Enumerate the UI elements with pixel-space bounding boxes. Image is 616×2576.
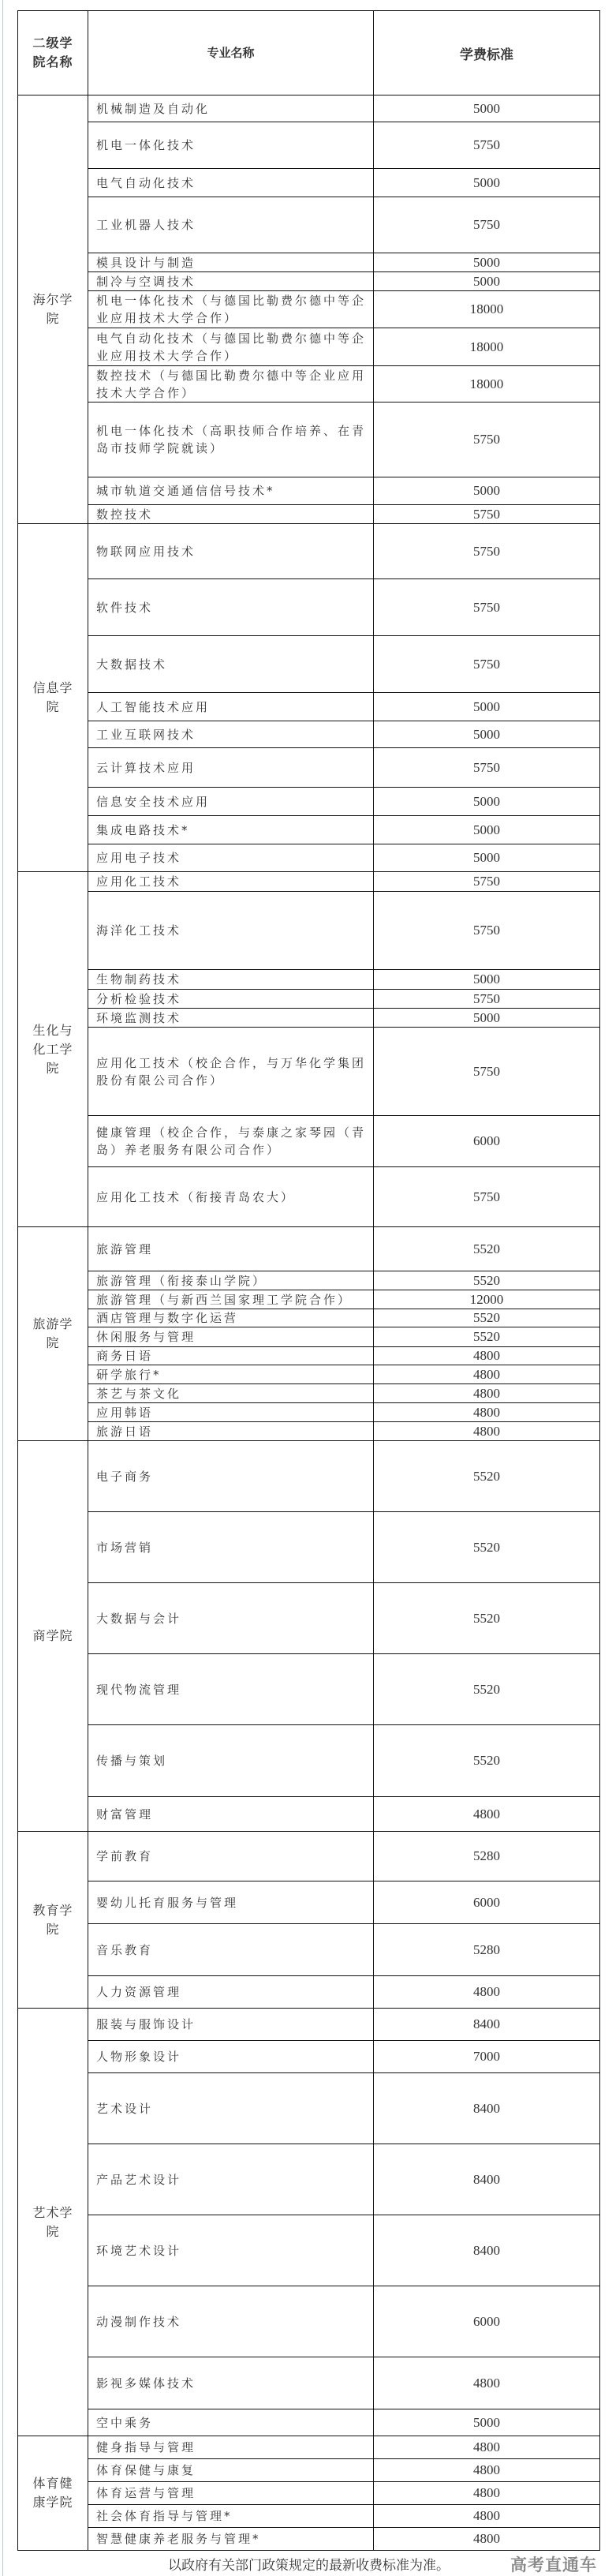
college-cell (18, 1832, 88, 2009)
table-row (18, 1347, 600, 1365)
table-row (18, 253, 600, 272)
tuition-table (17, 10, 600, 2551)
tuition-fee: 4800 (374, 1403, 600, 1422)
table-row (18, 272, 600, 291)
tuition-fee: 5520 (374, 1327, 600, 1347)
tuition-fee: 5520 (374, 1227, 600, 1271)
table-row (18, 721, 600, 748)
major-name: 海洋化工技术 (88, 892, 374, 970)
header-college (18, 11, 88, 95)
tuition-fee: 5520 (374, 1441, 600, 1512)
tuition-fee: 4800 (374, 1347, 600, 1365)
footer-note: 以政府有关部门政策规定的最新收费标准为准。 (168, 2558, 450, 2573)
tuition-fee: 5520 (374, 1309, 600, 1327)
tuition-fee: 7000 (374, 2041, 600, 2073)
table-row (18, 2505, 600, 2528)
major-name: 环境艺术设计 (88, 2215, 374, 2286)
table-row (18, 505, 600, 524)
major-name: 体育保健与康复 (88, 2459, 374, 2482)
major-name: 应用化工技术 (88, 872, 374, 892)
college-name: 艺术学院 (32, 2204, 73, 2239)
major-name: 休闲服务与管理 (88, 1327, 374, 1347)
header-fee: 学费标准 (374, 11, 600, 95)
table-row (18, 1583, 600, 1654)
table-row (18, 169, 600, 197)
major-name: 传播与策划 (88, 1725, 374, 1797)
tuition-fee: 5000 (374, 816, 600, 844)
tuition-fee: 5520 (374, 1654, 600, 1725)
tuition-fee: 5000 (374, 693, 600, 721)
table-row (18, 970, 600, 990)
header-major: 专业名称 (88, 11, 374, 95)
tuition-fee: 5280 (374, 1832, 600, 1881)
major-name: 旅游管理 (88, 1227, 374, 1271)
table-row (18, 1654, 600, 1725)
table-row (18, 1422, 600, 1441)
table-row (18, 788, 600, 816)
major-name: 婴幼儿托育服务与管理 (88, 1881, 374, 1924)
table-row (18, 2459, 600, 2482)
table-row (18, 2528, 600, 2551)
table-row (18, 1290, 600, 1309)
college-name: 教育学院 (32, 1902, 73, 1937)
major-name: 大数据与会计 (88, 1583, 374, 1654)
table-row (18, 1725, 600, 1797)
major-name: 制冷与空调技术 (88, 272, 374, 291)
tuition-fee: 5750 (374, 579, 600, 636)
major-name: 机械制造及自动化 (88, 95, 374, 122)
major-name: 智慧健康养老服务与管理* (88, 2528, 374, 2551)
major-name: 市场营销 (88, 1512, 374, 1583)
tuition-fee: 5520 (374, 1583, 600, 1654)
major-name: 社会体育指导与管理* (88, 2505, 374, 2528)
table-row (18, 1924, 600, 1976)
tuition-fee: 5000 (374, 272, 600, 291)
tuition-fee: 5000 (374, 788, 600, 816)
major-name: 集成电路技术* (88, 816, 374, 844)
table-row (18, 2041, 600, 2073)
major-name: 电气自动化技术 (88, 169, 374, 197)
table-row (18, 748, 600, 788)
major-name: 城市轨道交通通信信号技术* (88, 477, 374, 505)
major-name: 应用化工技术（衔接青岛农大） (88, 1167, 374, 1227)
table-row (18, 892, 600, 970)
college-name: 生化与化工学院 (32, 1022, 73, 1076)
tuition-fee: 5750 (374, 505, 600, 524)
tuition-fee: 8400 (374, 2215, 600, 2286)
major-name: 产品艺术设计 (88, 2144, 374, 2215)
table-row (18, 1797, 600, 1832)
major-name: 财富管理 (88, 1797, 374, 1832)
major-name: 分析检验技术 (88, 990, 374, 1009)
table-row (18, 197, 600, 253)
tuition-fee: 5750 (374, 122, 600, 169)
college-cell (18, 872, 88, 1227)
major-name: 环境监测技术 (88, 1009, 374, 1028)
tuition-fee: 5750 (374, 524, 600, 579)
major-name: 商务日语 (88, 1347, 374, 1365)
table-row (18, 2144, 600, 2215)
major-name: 机电一体化技术（高职技师合作培养、在青岛市技师学院就读） (88, 402, 374, 477)
tuition-fee: 5520 (374, 1512, 600, 1583)
table-row (18, 1116, 600, 1167)
tuition-fee: 5750 (374, 402, 600, 477)
tuition-fee: 5000 (374, 721, 600, 748)
tuition-fee: 4800 (374, 2505, 600, 2528)
major-name: 模具设计与制造 (88, 253, 374, 272)
tuition-fee: 5000 (374, 169, 600, 197)
table-row (18, 95, 600, 122)
major-name: 数控技术（与德国比勒费尔德中等企业应用技术大学合作） (88, 366, 374, 402)
table-header-row (18, 11, 600, 95)
college-cell (18, 2009, 88, 2436)
table-row (18, 2215, 600, 2286)
tuition-fee: 5750 (374, 1167, 600, 1227)
tuition-fee: 4800 (374, 2436, 600, 2459)
table-row (18, 2482, 600, 2505)
major-name: 人工智能技术应用 (88, 693, 374, 721)
tuition-fee: 4800 (374, 1384, 600, 1403)
table-row (18, 693, 600, 721)
college-cell (18, 1227, 88, 1441)
table-row (18, 1881, 600, 1924)
college-name: 海尔学院 (32, 292, 73, 326)
table-row (18, 1976, 600, 2009)
table-row (18, 1009, 600, 1028)
table-row (18, 2436, 600, 2459)
table-row (18, 636, 600, 693)
footer-line (17, 2552, 600, 2576)
major-name: 电气自动化技术（与德国比勒费尔德中等企业应用技术大学合作） (88, 328, 374, 366)
major-name: 体育运营与管理 (88, 2482, 374, 2505)
major-name: 茶艺与茶文化 (88, 1384, 374, 1403)
tuition-fee: 4800 (374, 1797, 600, 1832)
major-name: 学前教育 (88, 1832, 374, 1881)
table-row (18, 1832, 600, 1881)
tuition-fee: 4800 (374, 2357, 600, 2409)
tuition-fee: 5000 (374, 477, 600, 505)
major-name: 旅游日语 (88, 1422, 374, 1441)
major-name: 旅游管理（衔接泰山学院） (88, 1271, 374, 1290)
major-name: 艺术设计 (88, 2073, 374, 2144)
table-row (18, 328, 600, 366)
major-name: 应用韩语 (88, 1403, 374, 1422)
tuition-fee: 5750 (374, 892, 600, 970)
tuition-fee: 4800 (374, 1976, 600, 2009)
tuition-fee: 5000 (374, 2409, 600, 2436)
table-row (18, 1028, 600, 1116)
table-row (18, 1327, 600, 1347)
table-row (18, 1512, 600, 1583)
major-name: 机电一体化技术（与德国比勒费尔德中等企业应用技术大学合作） (88, 291, 374, 328)
tuition-fee: 5000 (374, 970, 600, 990)
tuition-fee: 4800 (374, 2482, 600, 2505)
table-row (18, 2286, 600, 2357)
table-body (18, 95, 600, 2551)
tuition-fee: 5750 (374, 197, 600, 253)
tuition-fee: 18000 (374, 291, 600, 328)
tuition-fee: 5280 (374, 1924, 600, 1976)
tuition-fee: 5000 (374, 95, 600, 122)
table-row (18, 872, 600, 892)
major-name: 音乐教育 (88, 1924, 374, 1976)
major-name: 服装与服饰设计 (88, 2009, 374, 2041)
watermark: 高考直通车 (510, 2555, 597, 2574)
tuition-fee: 5000 (374, 844, 600, 872)
college-name: 体育健康学院 (32, 2476, 73, 2510)
college-cell (18, 95, 88, 524)
table-row (18, 2357, 600, 2409)
major-name: 工业互联网技术 (88, 721, 374, 748)
table-row (18, 2009, 600, 2041)
college-name: 信息学院 (32, 680, 73, 714)
major-name: 现代物流管理 (88, 1654, 374, 1725)
major-name: 软件技术 (88, 579, 374, 636)
tuition-fee: 8400 (374, 2144, 600, 2215)
tuition-fee: 5750 (374, 1028, 600, 1116)
table-row (18, 1167, 600, 1227)
table-row (18, 402, 600, 477)
table-row (18, 1403, 600, 1422)
major-name: 信息安全技术应用 (88, 788, 374, 816)
table-row (18, 366, 600, 402)
college-cell (18, 2436, 88, 2551)
college-cell (18, 1441, 88, 1832)
major-name: 大数据技术 (88, 636, 374, 693)
tuition-fee: 6000 (374, 2286, 600, 2357)
major-name: 研学旅行* (88, 1365, 374, 1384)
table-row (18, 2073, 600, 2144)
major-name: 动漫制作技术 (88, 2286, 374, 2357)
major-name: 电子商务 (88, 1441, 374, 1512)
tuition-fee: 8400 (374, 2009, 600, 2041)
tuition-fee: 8400 (374, 2073, 600, 2144)
tuition-fee: 5520 (374, 1725, 600, 1797)
table-row (18, 1384, 600, 1403)
major-name: 物联网应用技术 (88, 524, 374, 579)
tuition-fee: 4800 (374, 1422, 600, 1441)
major-name: 应用电子技术 (88, 844, 374, 872)
tuition-fee: 5000 (374, 1009, 600, 1028)
tuition-fee: 6000 (374, 1881, 600, 1924)
tuition-fee: 12000 (374, 1290, 600, 1309)
table-row (18, 1271, 600, 1290)
table-row (18, 1441, 600, 1512)
major-name: 健康管理（校企合作，与泰康之家琴园（青岛）养老服务有限公司合作） (88, 1116, 374, 1167)
table-row (18, 524, 600, 579)
page-edge-line (2, 0, 3, 2576)
major-name: 健身指导与管理 (88, 2436, 374, 2459)
tuition-fee: 5750 (374, 636, 600, 693)
table-row (18, 291, 600, 328)
tuition-fee: 4800 (374, 2528, 600, 2551)
table-row (18, 990, 600, 1009)
tuition-fee: 18000 (374, 366, 600, 402)
major-name: 人物形象设计 (88, 2041, 374, 2073)
table-row (18, 1227, 600, 1271)
tuition-fee: 6000 (374, 1116, 600, 1167)
major-name: 机电一体化技术 (88, 122, 374, 169)
major-name: 生物制药技术 (88, 970, 374, 990)
table-row (18, 122, 600, 169)
college-name: 商学院 (32, 1628, 73, 1643)
major-name: 云计算技术应用 (88, 748, 374, 788)
major-name: 应用化工技术（校企合作，与万华化学集团股份有限公司合作） (88, 1028, 374, 1116)
header-college-label: 二级学院名称 (32, 36, 73, 69)
tuition-fee: 5750 (374, 872, 600, 892)
tuition-fee: 4800 (374, 2459, 600, 2482)
table-row (18, 2409, 600, 2436)
table-row (18, 1309, 600, 1327)
tuition-fee: 5000 (374, 253, 600, 272)
major-name: 数控技术 (88, 505, 374, 524)
major-name: 影视多媒体技术 (88, 2357, 374, 2409)
table-row (18, 1365, 600, 1384)
major-name: 工业机器人技术 (88, 197, 374, 253)
major-name: 酒店管理与数字化运营 (88, 1309, 374, 1327)
tuition-fee: 5750 (374, 990, 600, 1009)
tuition-fee: 5520 (374, 1271, 600, 1290)
major-name: 旅游管理（与新西兰国家理工学院合作） (88, 1290, 374, 1309)
table-row (18, 844, 600, 872)
tuition-fee: 18000 (374, 328, 600, 366)
tuition-fee: 4800 (374, 1365, 600, 1384)
table-row (18, 477, 600, 505)
table-row (18, 579, 600, 636)
college-name: 旅游学院 (32, 1316, 73, 1350)
table-row (18, 816, 600, 844)
major-name: 空中乘务 (88, 2409, 374, 2436)
major-name: 人力资源管理 (88, 1976, 374, 2009)
college-cell (18, 524, 88, 872)
tuition-fee: 5750 (374, 748, 600, 788)
